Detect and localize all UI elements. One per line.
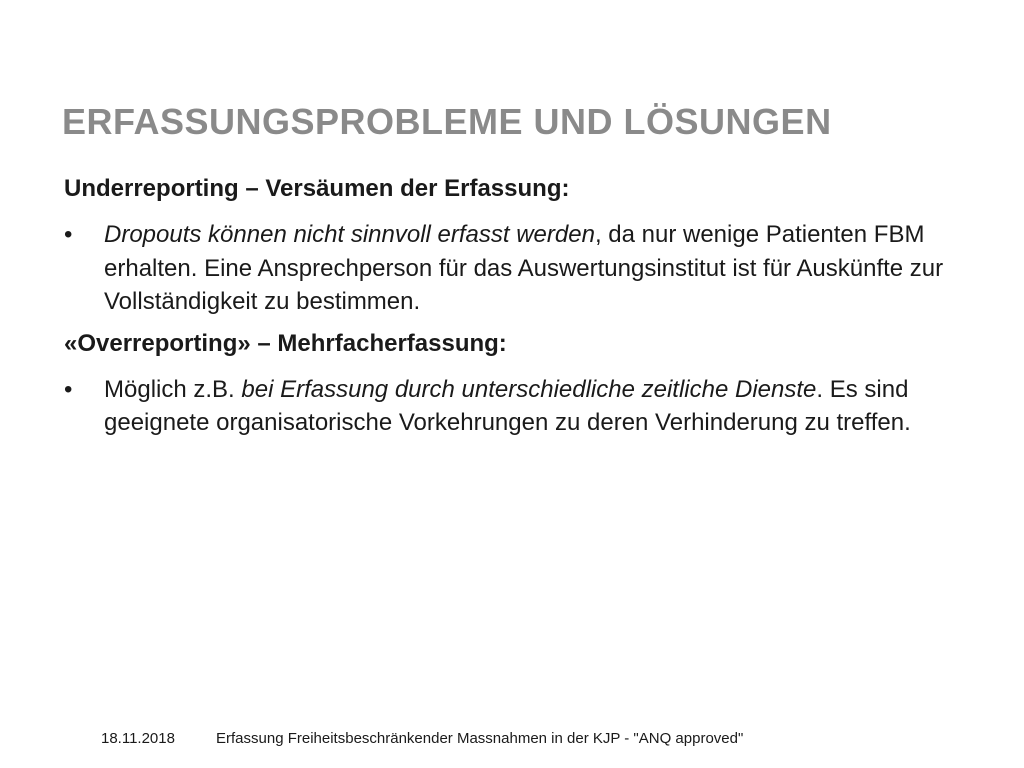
footer-date: 18.11.2018 [101,730,175,747]
bullet-text: , da nur wenige Patienten FBM erhalten. Eine Ansprechperson für das Auswertungsinstitut ist für Auskünfte zur Vollständigkeit zu bestimmen. [104,221,944,315]
bullet-lead-text: Möglich z.B. [104,375,242,403]
bullet-marker: • [64,375,73,403]
section-heading-overreporting: «Overreporting» – Mehrfacherfassung: [64,329,507,357]
bullet-text: . Es sind geeignete organisatorische Vorkehrungen zu deren Verhinderung zu treffen. [104,375,911,436]
section-heading-underreporting: Underreporting – Versäumen der Erfassung: [64,175,570,202]
bullet-italic-text: bei Erfassung durch unterschiedliche zeitliche Dienste [241,375,817,403]
footer-text: Erfassung Freiheitsbeschränkender Massnahmen in der KJP - "ANQ approved" [216,730,744,747]
slide-footer [0,730,1024,750]
bullet-underreporting [64,218,964,319]
slide-title: ERFASSUNGSPROBLEME UND LÖSUNGEN [62,101,832,142]
bullet-overreporting [64,373,964,440]
bullet-italic-text: Dropouts können nicht sinnvoll erfasst werden [104,221,595,248]
slide-content [64,172,964,448]
bullet-marker: • [64,221,73,248]
